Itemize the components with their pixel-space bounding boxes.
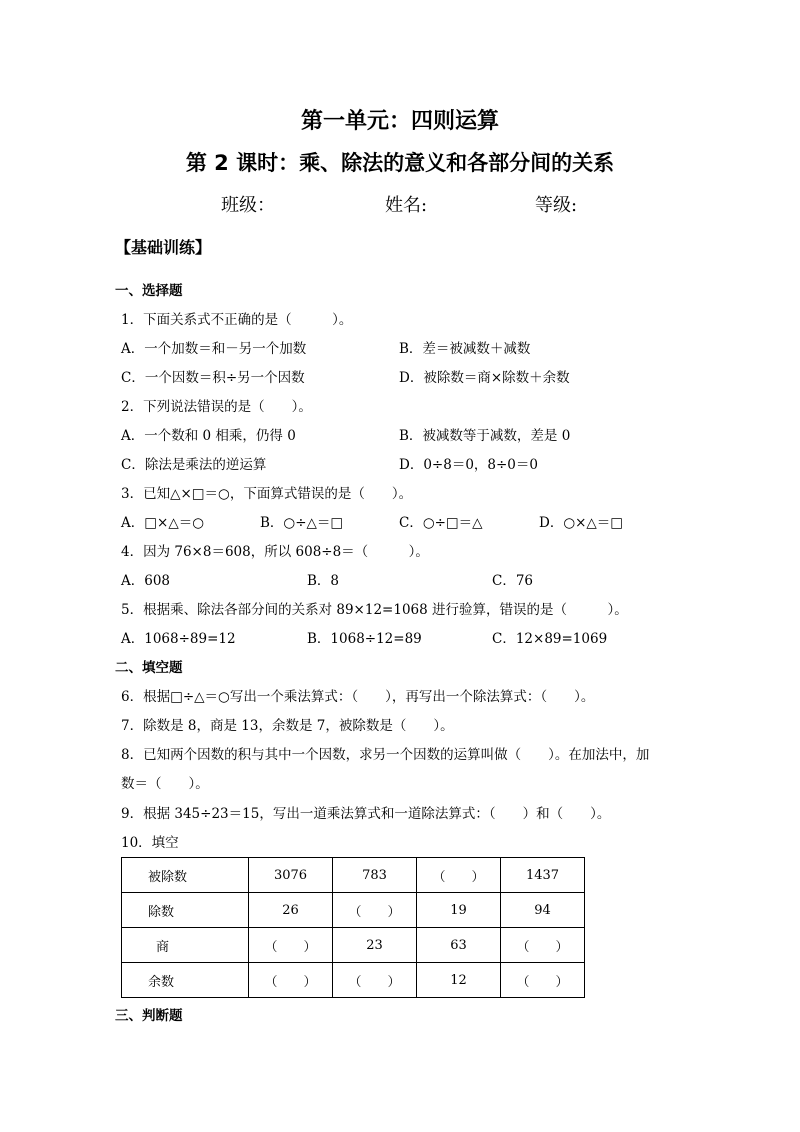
table-cell: 19 [417,893,501,928]
q2-option-a: A．一个数和 0 相乘，仍得 0 [121,428,296,444]
q3-option-a: A．□×△＝○ [121,515,204,531]
q3-option-c: C．○÷□＝△ [399,515,483,531]
q1-option-b: B．差＝被减数＋减数 [399,341,531,357]
table-cell: 1437 [501,858,585,893]
q5-option-b: B．1068÷12=89 [307,631,422,647]
table-cell: （ ） [417,858,501,893]
name-label: 姓名: [385,195,428,216]
table-row [122,928,585,963]
q1-option-d: D．被除数＝商×除数＋余数 [399,370,570,386]
q2-option-d: D．0÷8＝0，8÷0＝0 [399,457,538,473]
table-cell: （ ） [333,963,417,998]
section-fill-title: 二、填空题 [115,660,183,676]
q7-text: 7．除数是 8，商是 13，余数是 7，被除数是（ ）。 [121,718,454,734]
page-title: 第一单元：四则运算 [300,109,499,134]
q4-option-b: B．8 [307,573,340,589]
q2-option-c: C．除法是乘法的逆运算 [121,457,267,473]
q2-option-b: B．被减数等于减数，差是 0 [399,428,571,444]
table-cell: （ ） [501,963,585,998]
table-cell: （ ） [333,893,417,928]
q3-stem: 3．已知△×□＝○，下面算式错误的是（ ）。 [121,486,413,502]
page-subtitle: 第 2 课时：乘、除法的意义和各部分间的关系 [185,151,615,175]
q4-stem: 4．因为 76×8＝608，所以 608÷8＝（ ）。 [121,544,429,560]
section-choice-title: 一、选择题 [115,283,183,299]
division-fill-table [121,857,585,998]
table-row [122,858,585,893]
training-heading: 【基础训练】 [115,238,212,257]
q2-stem: 2．下列说法错误的是（ ）。 [121,399,312,415]
table-cell: 3076 [249,858,333,893]
table-cell: （ ） [249,928,333,963]
table-cell: 94 [501,893,585,928]
grade-label: 等级: [535,195,578,216]
q3-option-d: D．○×△＝□ [539,515,624,531]
q10-text: 10．填空 [121,835,179,851]
table-cell: 783 [333,858,417,893]
table-cell: （ ） [501,928,585,963]
row-label: 余数 [122,963,249,998]
table-cell: 63 [417,928,501,963]
section-judge-title: 三、判断题 [115,1008,183,1024]
q1-stem: 1．下面关系式不正确的是（ ）。 [121,312,353,328]
table-cell: （ ） [249,963,333,998]
row-label: 商 [122,928,249,963]
row-label: 被除数 [122,858,249,893]
table-row [122,963,585,998]
q6-text: 6．根据□÷△＝○写出一个乘法算式：（ ），再写出一个除法算式：（ ）。 [121,689,595,705]
q5-option-a: A．1068÷89=12 [121,631,236,647]
table-cell: 23 [333,928,417,963]
q3-option-b: B．○÷△＝□ [260,515,344,531]
q4-option-c: C．76 [492,573,534,589]
q9-text: 9．根据 345÷23＝15，写出一道乘法算式和一道除法算式：（ ）和（ ）。 [121,806,611,822]
q8-text-line1: 8．已知两个因数的积与其中一个因数，求另一个因数的运算叫做（ ）。在加法中，加 [121,747,650,763]
q1-option-c: C．一个因数＝积÷另一个因数 [121,370,305,386]
q8-text-line2: 数＝（ ）。 [121,776,209,792]
table-row [122,893,585,928]
row-label: 除数 [122,893,249,928]
q5-option-c: C．12×89=1069 [492,631,608,647]
q4-option-a: A．608 [121,573,171,589]
q5-stem: 5．根据乘、除法各部分间的关系对 89×12=1068 进行验算，错误的是（ ）。 [121,602,628,618]
q1-option-a: A．一个加数＝和－另一个加数 [121,341,307,357]
class-label: 班级： [221,195,275,216]
table-cell: 26 [249,893,333,928]
table-cell: 12 [417,963,501,998]
